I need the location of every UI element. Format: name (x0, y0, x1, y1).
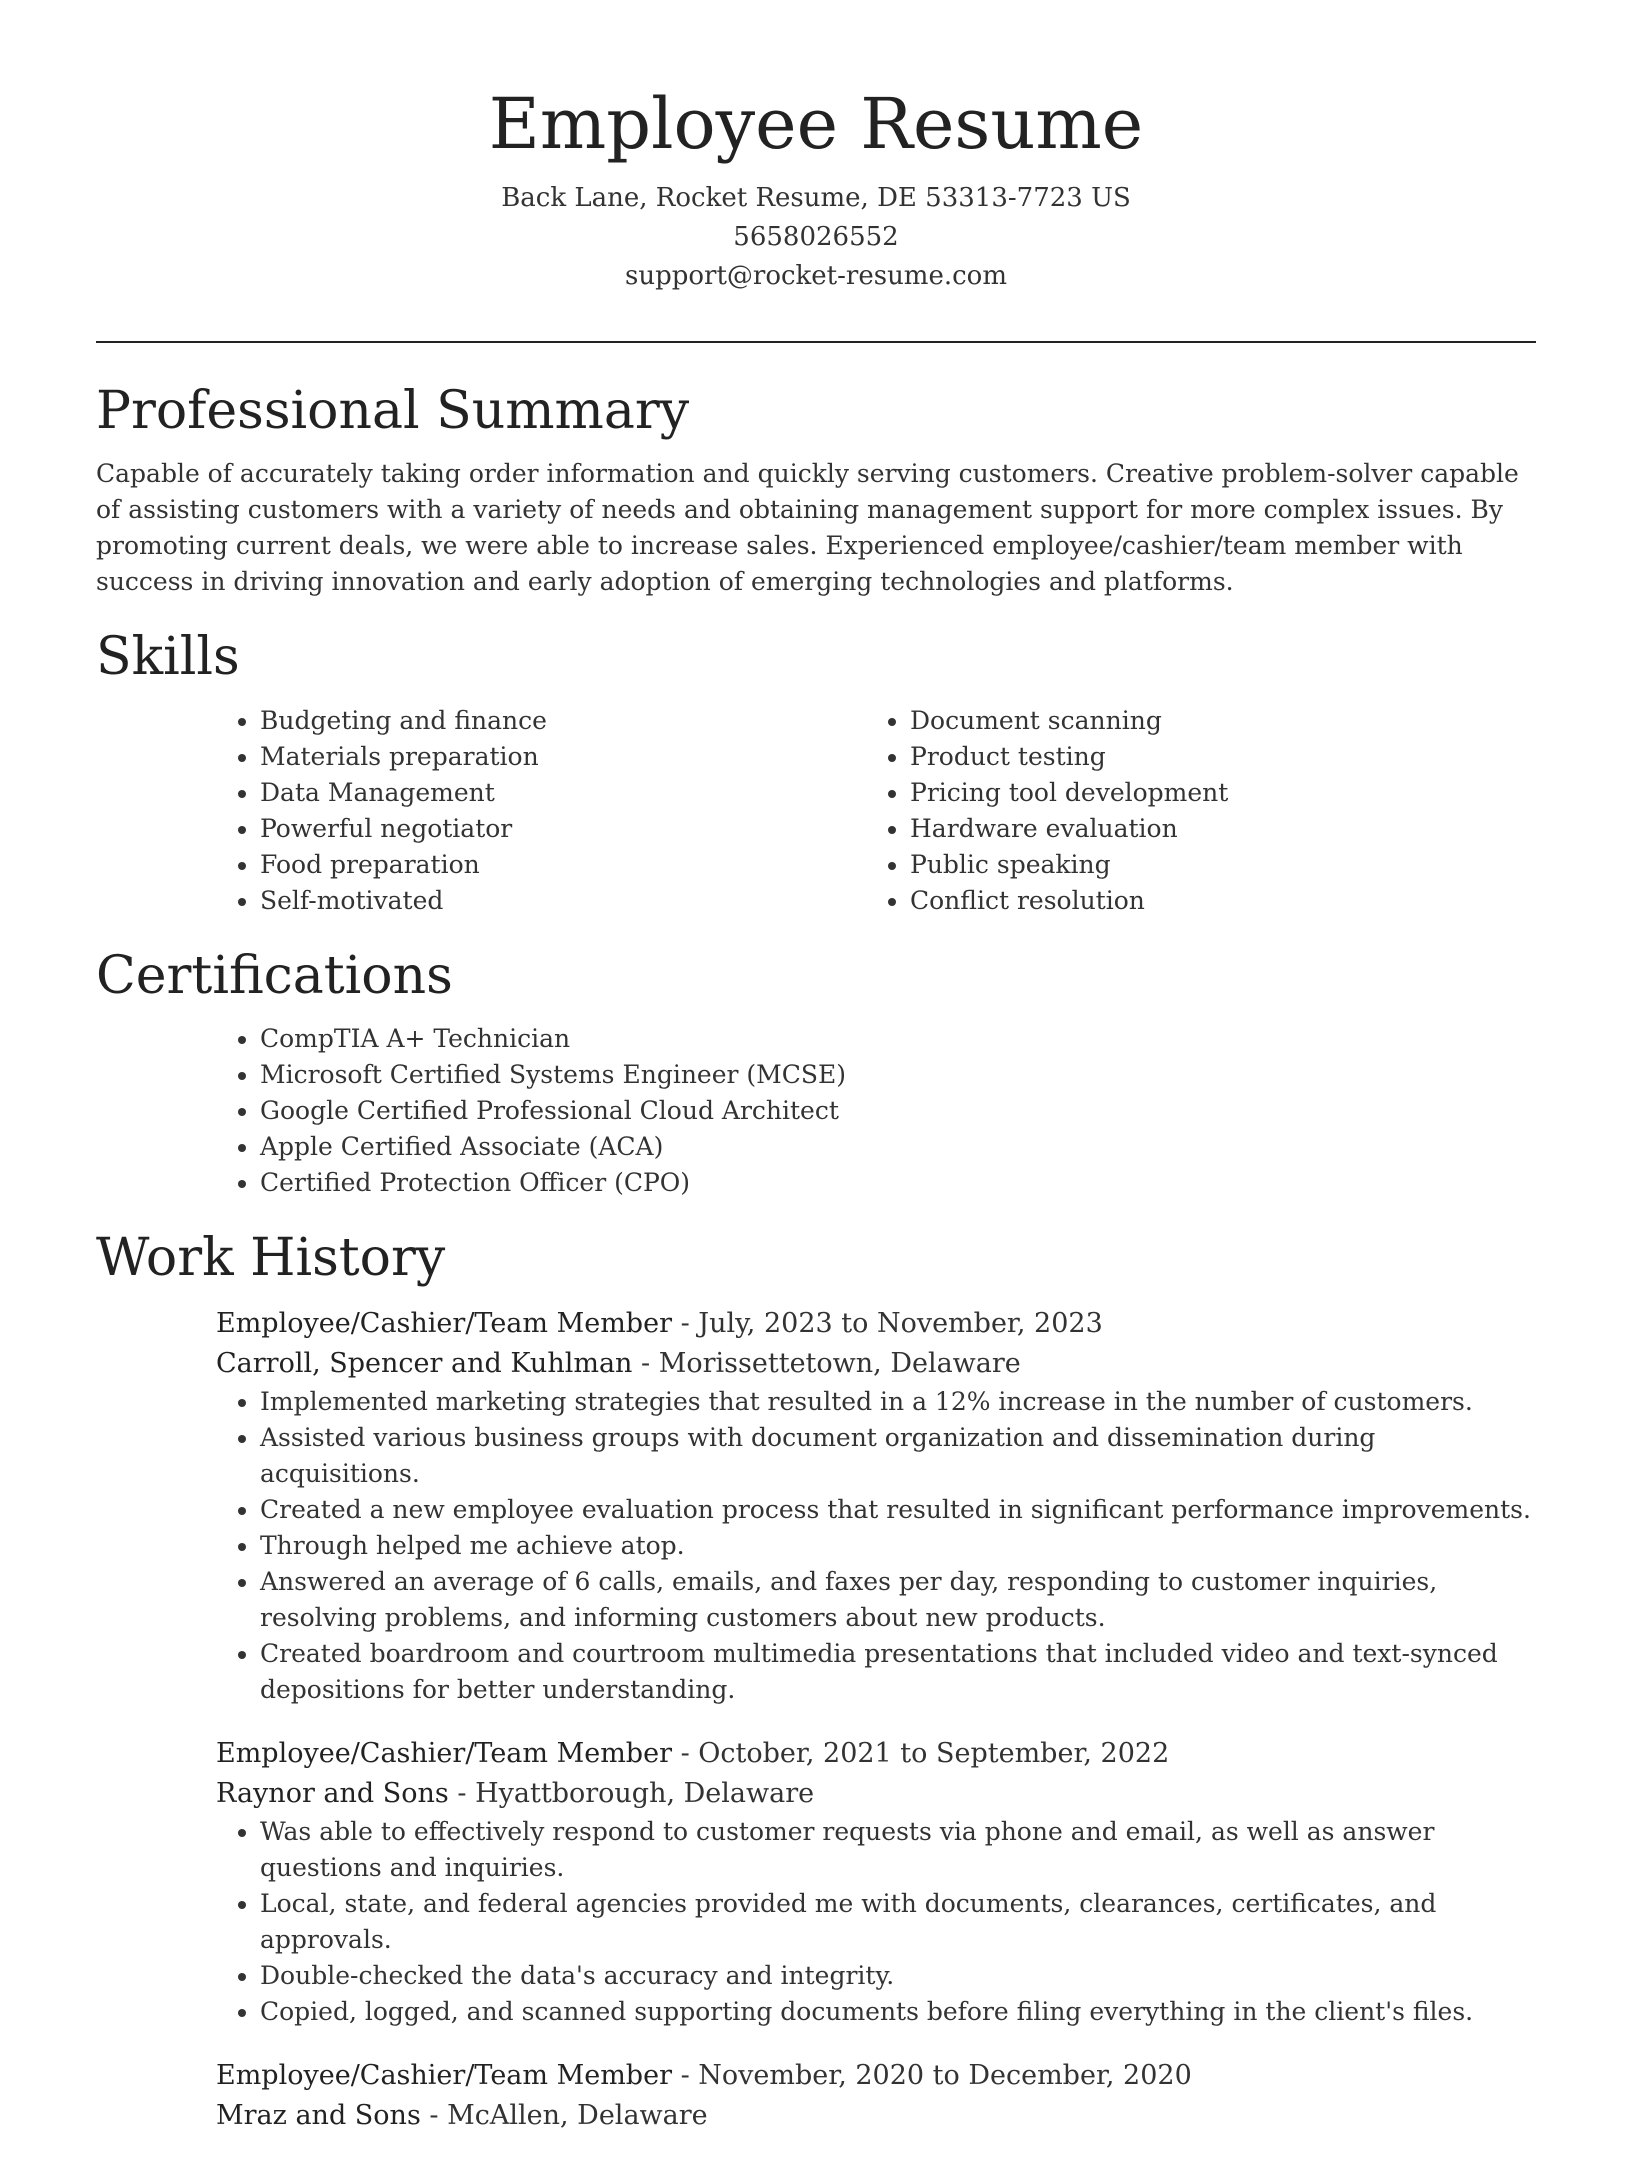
contact-email: support@rocket-resume.com (624, 260, 1007, 291)
contact-phone: 5658026552 (733, 221, 899, 252)
job-bullet: • Implemented marketing strategies that resulted in a 12% increase in the number of customers. (260, 1384, 1536, 1420)
summary-heading: Professional Summary (96, 381, 690, 441)
skill-item: • Product testing (910, 739, 1516, 775)
job-bullet: • Local, state, and federal agencies provided me with documents, clearances, certificates, and approvals. (260, 1886, 1536, 1958)
certification-item: • Apple Certified Associate (ACA) (260, 1129, 1536, 1165)
job-bullet: • Created boardroom and courtroom multimedia presentations that included video and text-synced depositions for better understanding. (260, 1636, 1536, 1708)
job-bullets (216, 1814, 1536, 2030)
job-location: - Morissettetown, Delaware (641, 1347, 1021, 1379)
job-entry (216, 1304, 1536, 1708)
skills-list-right (866, 703, 1516, 919)
skill-item: • Budgeting and finance (260, 703, 866, 739)
skill-item: • Food preparation (260, 847, 866, 883)
job-bullet: • Was able to effectively respond to customer requests via phone and email, as well as answer questions and inquiries. (260, 1814, 1536, 1886)
contact-address: Back Lane, Rocket Resume, DE 53313-7723 US (501, 182, 1131, 213)
certifications-block (216, 1021, 1536, 1201)
job-company-line (216, 1774, 1536, 1814)
certifications-list (216, 1021, 1536, 1201)
job-company: Mraz and Sons (216, 2099, 421, 2131)
job-title-line (216, 1734, 1536, 1774)
job-title: Employee/Cashier/Team Member (216, 2059, 672, 2091)
job-location: - McAllen, Delaware (429, 2099, 708, 2131)
job-bullets (216, 1384, 1536, 1708)
certifications-section (96, 945, 1536, 1201)
job-title: Employee/Cashier/Team Member (216, 1737, 672, 1769)
job-title: Employee/Cashier/Team Member (216, 1307, 672, 1339)
skills-grid (216, 703, 1536, 919)
job-dates: - November, 2020 to December, 2020 (680, 2059, 1192, 2091)
resume-header (0, 0, 1632, 296)
skill-item: • Hardware evaluation (910, 811, 1516, 847)
skill-item: • Pricing tool development (910, 775, 1516, 811)
skills-list-left (216, 703, 866, 919)
certification-item: • CompTIA A+ Technician (260, 1021, 1536, 1057)
job-location: - Hyattborough, Delaware (457, 1777, 815, 1809)
summary-text: Capable of accurately taking order information and quickly serving customers. Creative problem-solver capable of assisting customers with a variety of needs and obtaining management support for more complex issues. By promoting current deals, we were able to increase sales. Experienced employee/cashier/team member with success in driving innovation and early adoption of emerging technologies and platforms. (96, 459, 1519, 597)
job-company-line (216, 2096, 1536, 2136)
job-entry (216, 1734, 1536, 2030)
skill-item: • Powerful negotiator (260, 811, 866, 847)
job-dates: - July, 2023 to November, 2023 (680, 1307, 1103, 1339)
resume-content (96, 380, 1536, 2162)
certification-item: • Certified Protection Officer (CPO) (260, 1165, 1536, 1201)
skill-item: • Self-motivated (260, 883, 866, 919)
job-bullet: • Double-checked the data's accuracy and integrity. (260, 1958, 1536, 1994)
job-entry (216, 2056, 1536, 2136)
header-divider (96, 341, 1536, 343)
job-bullet: • Answered an average of 6 calls, emails, and faxes per day, responding to customer inquiries, resolving problems, and informing customers about new products. (260, 1564, 1536, 1636)
job-bullet: • Copied, logged, and scanned supporting documents before filing everything in the client's files. (260, 1994, 1536, 2030)
job-company: Raynor and Sons (216, 1777, 449, 1809)
skills-section (96, 626, 1536, 918)
job-title-line (216, 1304, 1536, 1344)
skill-item: • Conflict resolution (910, 883, 1516, 919)
job-company: Carroll, Spencer and Kuhlman (216, 1347, 633, 1379)
resume-name: Employee Resume (488, 83, 1144, 165)
job-dates: - October, 2021 to September, 2022 (680, 1737, 1170, 1769)
skills-column-right (866, 703, 1516, 919)
work-history-section (96, 1227, 1536, 2135)
job-company-line (216, 1344, 1536, 1384)
summary-section (96, 380, 1536, 600)
certifications-heading: Certifications (96, 945, 453, 1006)
certification-item: • Microsoft Certified Systems Engineer (MCSE) (260, 1057, 1536, 1093)
contact-block (0, 179, 1632, 296)
skill-item: • Document scanning (910, 703, 1516, 739)
certification-item: • Google Certified Professional Cloud Architect (260, 1093, 1536, 1129)
work-history-heading: Work History (96, 1228, 446, 1289)
skill-item: • Materials preparation (260, 739, 866, 775)
skill-item: • Public speaking (910, 847, 1516, 883)
skills-column-left (216, 703, 866, 919)
job-title-line (216, 2056, 1536, 2096)
job-bullet: • Assisted various business groups with document organization and dissemination during acquisitions. (260, 1420, 1536, 1492)
skill-item: • Data Management (260, 775, 866, 811)
job-bullet: • Created a new employee evaluation process that resulted in significant performance improvements. (260, 1492, 1536, 1528)
job-bullet: • Through helped me achieve atop. (260, 1528, 1536, 1564)
skills-heading: Skills (96, 627, 240, 688)
